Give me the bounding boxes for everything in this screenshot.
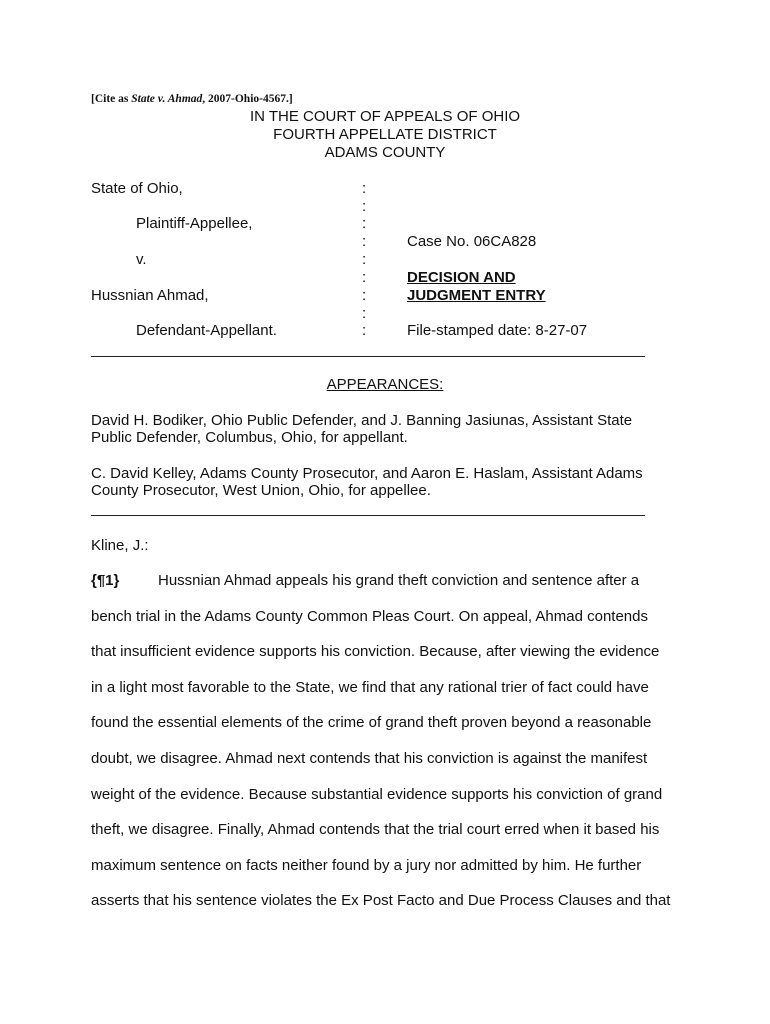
caption-divider [91,356,645,357]
caption-colon: : [362,322,367,339]
caption-colon: : [362,180,367,197]
citation-case-name: State v. Ahmad [131,93,203,105]
appearance-appellee-line: C. David Kelley, Adams County Prosecutor, and Aaron E. Haslam, Assistant Adams [91,465,643,482]
caption-colon: : [362,305,367,322]
opinion-line: found the essential elements of the crime of grand theft proven beyond a reasonable [91,714,652,731]
citation-suffix: , 2007-Ohio-4567.] [202,93,293,105]
judge-name: Kline, J.: [91,537,149,554]
opinion-line: maximum sentence on facts neither found by a jury nor admitted by him. He further [91,857,642,874]
opinion-line: in a light most favorable to the State, we find that any rational trier of fact could have [91,679,649,696]
plaintiff-role: Plaintiff-Appellee, [136,215,253,232]
court-name: IN THE COURT OF APPEALS OF OHIO [249,108,521,125]
citation [91,93,293,105]
appearance-appellee-line: County Prosecutor, West Union, Ohio, for appellee. [91,482,431,499]
appearance-appellant [91,412,651,446]
caption-colon: : [362,198,367,215]
opinion-line: bench trial in the Adams County Common Pleas Court. On appeal, Ahmad contends [91,608,648,625]
versus: v. [136,251,147,268]
opinion-line-text: Hussnian Ahmad appeals his grand theft conviction and sentence after a [158,572,640,589]
file-stamped-date: File-stamped date: 8-27-07 [407,322,588,339]
caption-colon: : [362,287,367,304]
opinion-line: weight of the evidence. Because substantial evidence supports his conviction of grand [91,786,663,803]
opinion-line: doubt, we disagree. Ahmad next contends that his conviction is against the manifest [91,750,648,767]
appearances-divider [91,515,645,516]
court-county: ADAMS COUNTY [324,144,446,161]
caption-colon: : [362,269,367,286]
entry-title-line2: JUDGMENT ENTRY [407,287,546,304]
paragraph-marker: {¶1} [91,572,120,589]
appearance-appellant-line: David H. Bodiker, Ohio Public Defender, and J. Banning Jasiunas, Assistant State [91,412,633,429]
court-district: FOURTH APPELLATE DISTRICT [273,126,497,143]
caption-colon: : [362,233,367,250]
opinion-line: asserts that his sentence violates the Ex Post Facto and Due Process Clauses and that [91,892,671,909]
caption-colon: : [362,251,367,268]
opinion-line: that insufficient evidence supports his conviction. Because, after viewing the evidence [91,643,660,660]
opinion-line: theft, we disagree. Finally, Ahmad contends that the trial court erred when it based his [91,821,660,838]
party-defendant: Hussnian Ahmad, [91,287,209,304]
case-number: Case No. 06CA828 [407,233,537,250]
opinion-line [91,572,639,590]
appearances-heading [0,376,770,394]
party-plaintiff: State of Ohio, [91,180,183,197]
defendant-role: Defendant-Appellant. [136,322,277,339]
appearances-heading-text: APPEARANCES: [326,376,444,393]
appearance-appellee [91,465,651,499]
caption-colon: : [362,215,367,232]
appearance-appellant-line: Public Defender, Columbus, Ohio, for appellant. [91,429,408,446]
entry-title-line1: DECISION AND [407,269,516,286]
citation-prefix: [Cite as [91,93,132,105]
